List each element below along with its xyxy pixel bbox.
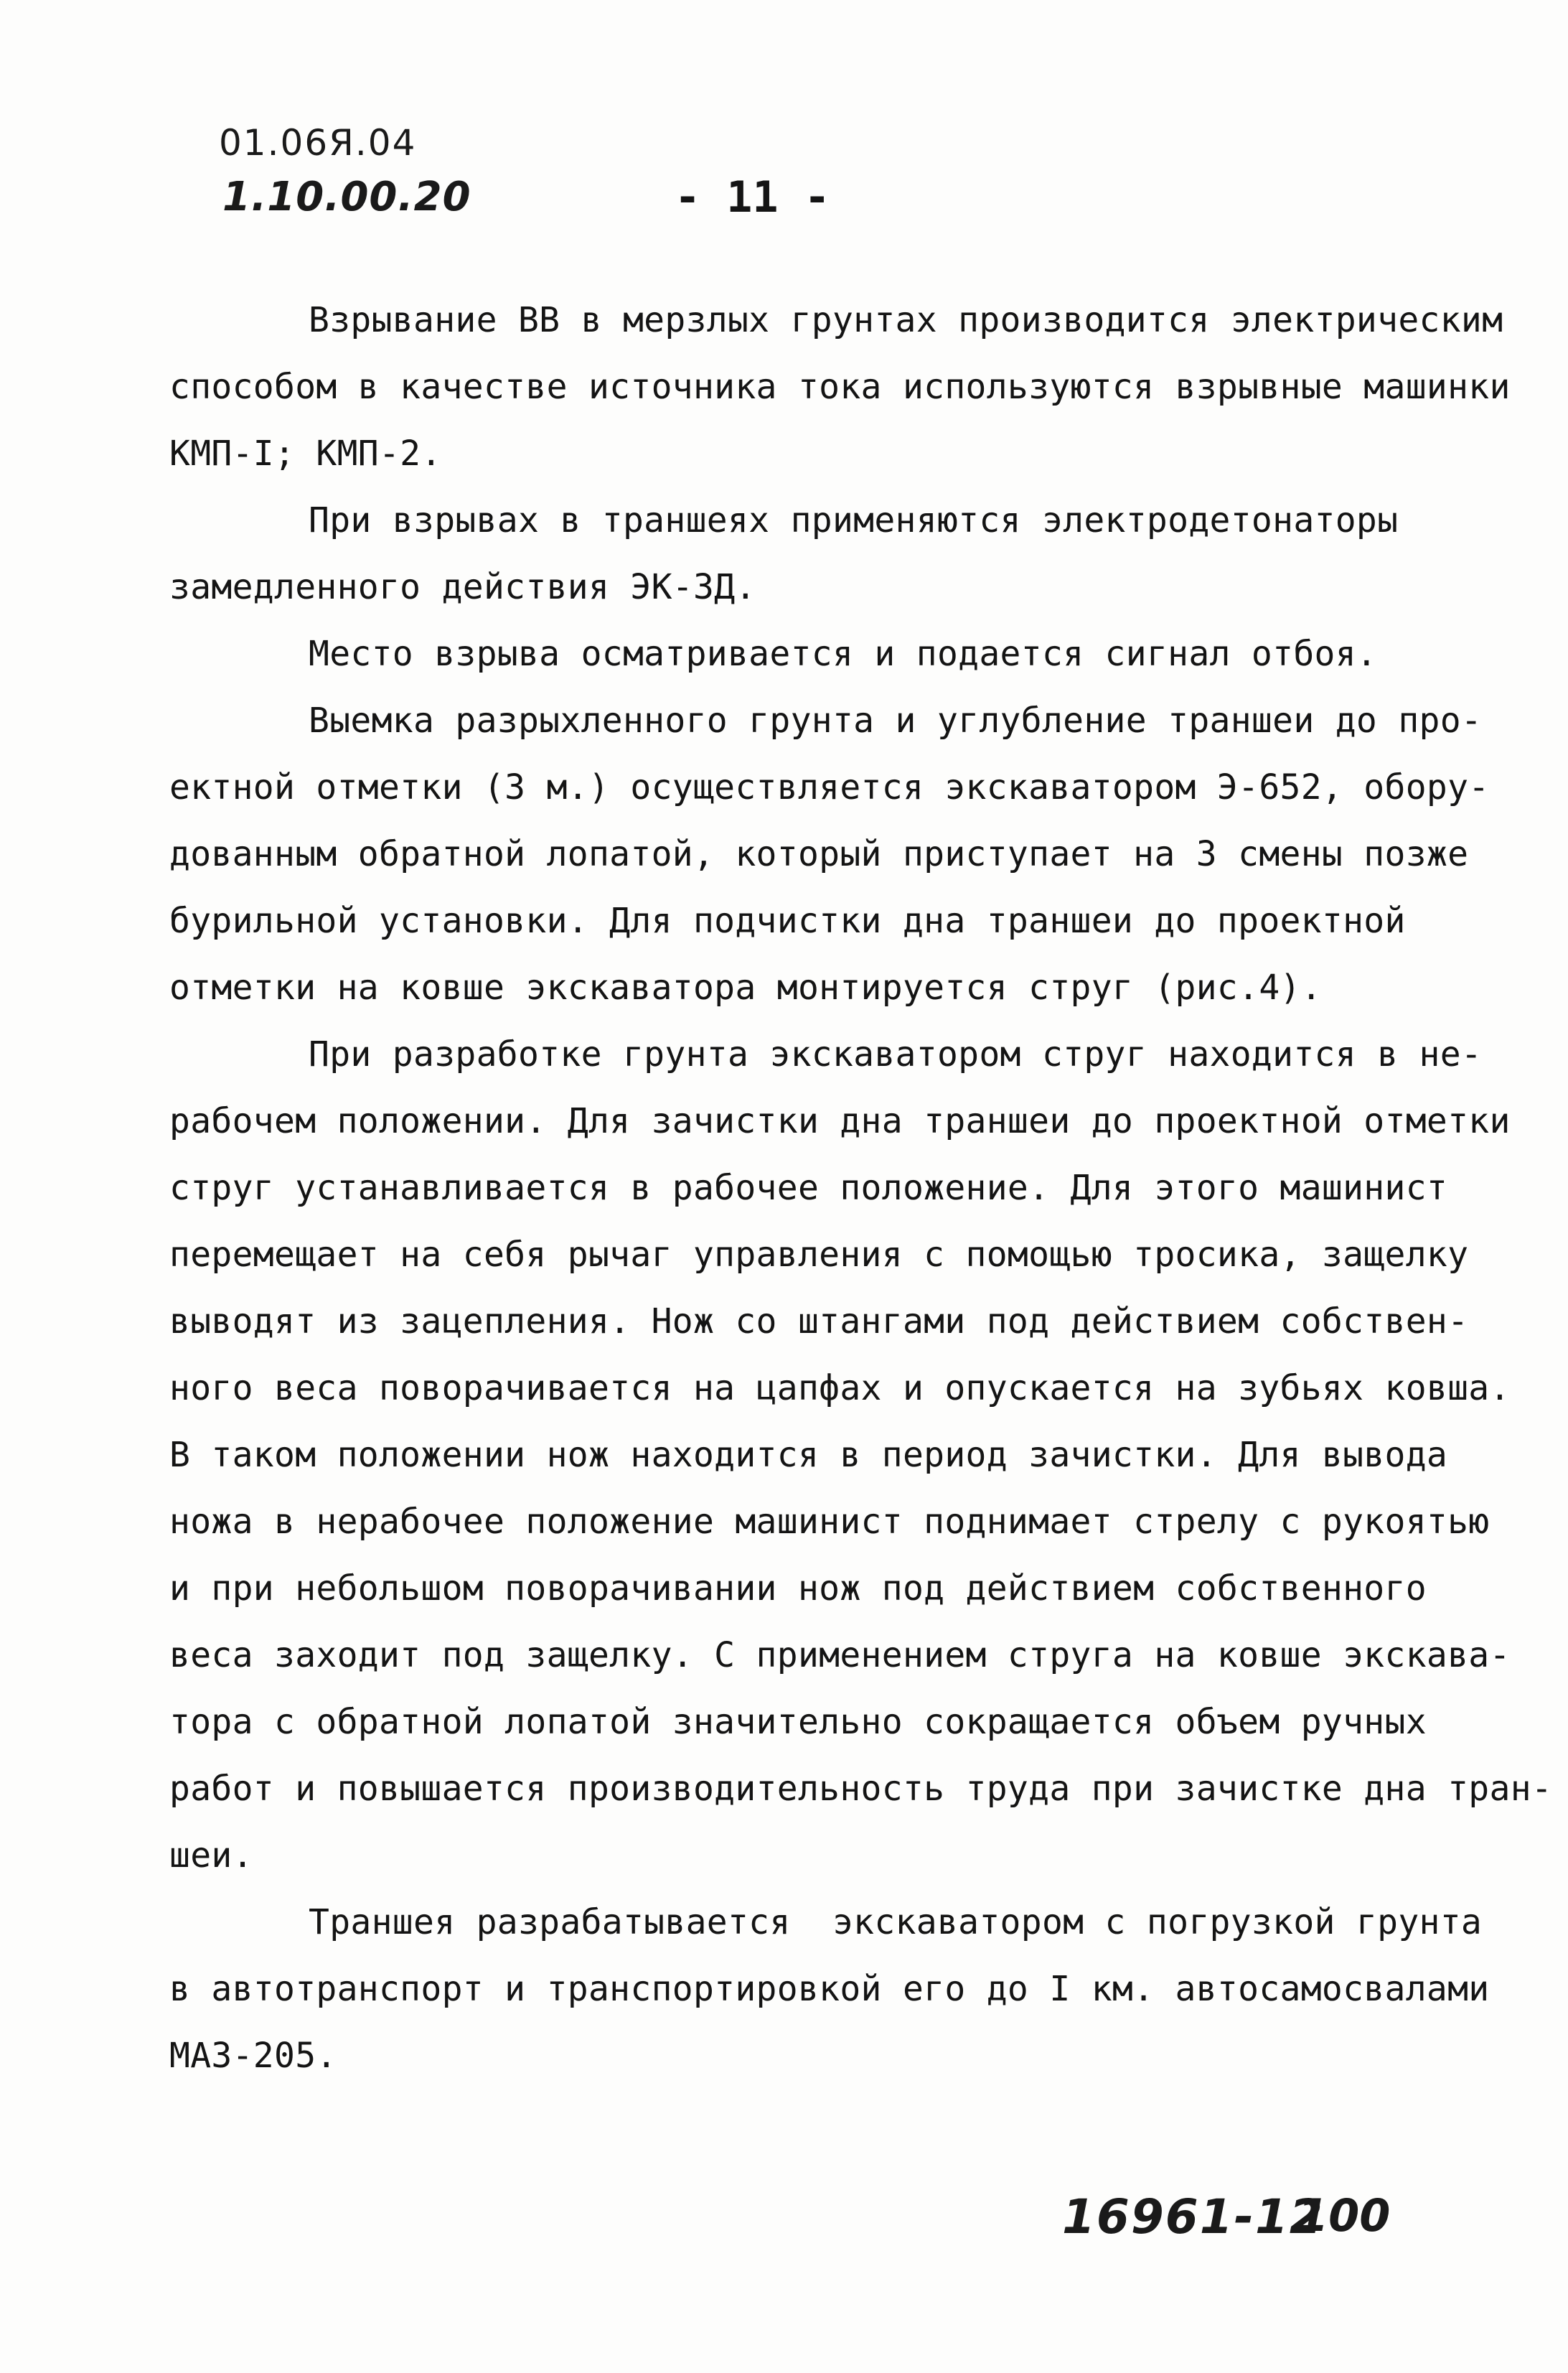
text-line: При разработке грунта экскаватором струг находится в не- [309, 1034, 1483, 1075]
document-code-bottom: 1.10.00.20 [222, 174, 471, 220]
text-line: перемещает на себя рычаг управления с помощью тросика, защелку [169, 1235, 1469, 1275]
text-line: дованным обратной лопатой, который приступает на 3 смены позже [169, 834, 1469, 874]
text-line: в автотранспорт и транспортировкой его до I км. автосамосвалами [169, 1969, 1490, 2009]
text-line: ного веса поворачивается на цапфах и опускается на зубьях ковша. [169, 1368, 1511, 1408]
page-number: - 11 - [675, 172, 830, 223]
text-line: бурильной установки. Для подчистки дна траншеи до проектной [169, 901, 1406, 941]
text-line: МАЗ-205. [169, 2036, 337, 2076]
body-text [169, 287, 1553, 2089]
text-line: работ и повышается производительность труда при зачистке дна тран- [169, 1769, 1553, 1809]
footer-document-code: 16961-12 [1062, 2189, 1324, 2245]
text-line: Взрывание ВВ в мерзлых грунтах производится электрическим [309, 300, 1503, 340]
footer-sheet-number: 100 [1297, 2189, 1391, 2242]
text-line: замедленного действия ЭК-ЗД. [169, 567, 756, 607]
text-line: Место взрыва осматривается и подается сигнал отбоя. [309, 634, 1378, 674]
text-line: В таком положении нож находится в период зачистки. Для вывода [169, 1435, 1448, 1475]
text-line: КМП-I; КМП-2. [169, 434, 442, 474]
text-line: тора с обратной лопатой значительно сокращается объем ручных [169, 1702, 1427, 1742]
text-line: способом в качестве источника тока используются взрывные машинки [169, 367, 1511, 407]
text-line: рабочем положении. Для зачистки дна траншеи до проектной отметки [169, 1101, 1511, 1141]
text-line: ножа в нерабочее положение машинист поднимает стрелу с рукоятью [169, 1502, 1490, 1542]
text-line: отметки на ковше экскаватора монтируется струг (рис.4). [169, 968, 1322, 1008]
text-line: При взрывах в траншеях применяются электродетонаторы [309, 500, 1399, 540]
text-line: Выемка разрыхленного грунта и углубление траншеи до про- [309, 701, 1483, 741]
text-line: ектной отметки (3 м.) осуществляется экскаватором Э-652, обору- [169, 767, 1490, 808]
text-line: веса заходит под защелку. С применением струга на ковше экскава- [169, 1635, 1511, 1675]
text-line: и при небольшом поворачивании нож под действием собственного [169, 1568, 1427, 1609]
text-line: струг устанавливается в рабочее положение. Для этого машинист [169, 1168, 1448, 1208]
text-line: шеи. [169, 1835, 253, 1876]
text-line: выводят из зацепления. Нож со штангами под действием собствен- [169, 1301, 1469, 1342]
document-code-top: 01.06Я.04 [219, 122, 417, 164]
text-line: Траншея разрабатывается экскаватором с погрузкой грунта [309, 1902, 1483, 1942]
